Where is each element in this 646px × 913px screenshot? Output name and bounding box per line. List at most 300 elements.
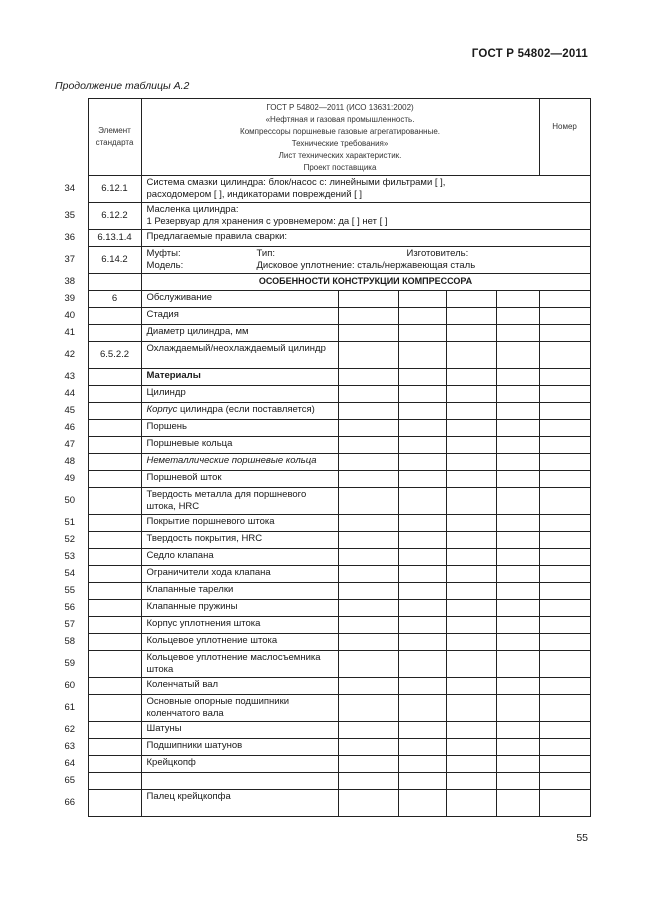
row-label-text: Обслуживание bbox=[146, 292, 213, 303]
row-label-text: Поршень bbox=[146, 421, 187, 432]
value-cell bbox=[446, 515, 496, 532]
value-cell bbox=[398, 403, 446, 420]
value-cell bbox=[398, 515, 446, 532]
value-cell bbox=[338, 790, 398, 817]
value-cell bbox=[539, 386, 590, 403]
table-row bbox=[52, 176, 590, 203]
value-cell bbox=[446, 471, 496, 488]
row-label bbox=[141, 488, 338, 515]
type-label: Тип: bbox=[256, 248, 275, 259]
row-label-text: Охлаждаемый/неохлаждаемый цилиндр bbox=[146, 343, 326, 354]
value-cell bbox=[539, 722, 590, 739]
row-label-text: Твердость покрытия, HRC bbox=[146, 533, 263, 544]
value-cell bbox=[446, 325, 496, 342]
row-number: 39 bbox=[64, 293, 76, 304]
value-cell bbox=[539, 369, 590, 386]
value-cell bbox=[539, 634, 590, 651]
value-cell bbox=[496, 617, 539, 634]
value-cell bbox=[338, 515, 398, 532]
value-cell bbox=[496, 403, 539, 420]
row-label bbox=[141, 420, 338, 437]
value-cell bbox=[539, 291, 590, 308]
table-row bbox=[52, 325, 590, 342]
value-cell bbox=[338, 471, 398, 488]
value-cell bbox=[446, 566, 496, 583]
value-cell bbox=[496, 532, 539, 549]
model-line bbox=[147, 260, 585, 272]
row-label bbox=[141, 634, 338, 651]
row-label-text: Поршневые кольца bbox=[146, 438, 233, 449]
table-row bbox=[52, 695, 590, 722]
value-cell bbox=[496, 454, 539, 471]
element-ref bbox=[88, 739, 141, 756]
row-label bbox=[141, 722, 338, 739]
row-number: 65 bbox=[64, 775, 76, 786]
row-number: 50 bbox=[64, 495, 76, 506]
row-number: 62 bbox=[64, 724, 76, 735]
manufacturer-label: Изготовитель: bbox=[406, 248, 469, 259]
value-cell bbox=[446, 437, 496, 454]
title-line: ГОСТ Р 54802—2011 (ИСО 13631:2002) bbox=[266, 103, 414, 112]
value-cell bbox=[338, 617, 398, 634]
row-label-text: Материалы bbox=[146, 370, 201, 381]
value-cell bbox=[398, 549, 446, 566]
value-cell bbox=[539, 488, 590, 515]
value-cell bbox=[398, 722, 446, 739]
element-ref: 6.12.2 bbox=[88, 203, 141, 230]
row-number: 43 bbox=[64, 371, 76, 382]
row-label bbox=[141, 651, 338, 678]
document-code: ГОСТ Р 54802—2011 bbox=[471, 48, 588, 60]
value-cell bbox=[398, 756, 446, 773]
row-number: 40 bbox=[64, 310, 76, 321]
value-cell bbox=[446, 678, 496, 695]
value-cell bbox=[496, 291, 539, 308]
row-label bbox=[141, 386, 338, 403]
row-label bbox=[141, 549, 338, 566]
value-cell bbox=[446, 420, 496, 437]
value-cell bbox=[398, 790, 446, 817]
value-cell bbox=[446, 454, 496, 471]
element-ref bbox=[88, 566, 141, 583]
element-ref bbox=[88, 695, 141, 722]
value-cell bbox=[398, 600, 446, 617]
value-cell bbox=[338, 488, 398, 515]
row-number: 64 bbox=[64, 758, 76, 769]
table-row bbox=[52, 739, 590, 756]
row-label-text: Диаметр цилиндра, мм bbox=[146, 326, 249, 337]
table-row bbox=[52, 583, 590, 600]
element-ref bbox=[88, 420, 141, 437]
value-cell bbox=[446, 634, 496, 651]
table-row bbox=[52, 722, 590, 739]
value-cell bbox=[338, 437, 398, 454]
model-label: Модель: bbox=[146, 260, 184, 271]
row-label-text: Шатуны bbox=[146, 723, 182, 734]
spec-table bbox=[52, 98, 591, 817]
value-cell bbox=[539, 617, 590, 634]
value-cell bbox=[539, 651, 590, 678]
value-cell bbox=[496, 773, 539, 790]
value-cell bbox=[496, 678, 539, 695]
element-ref bbox=[88, 532, 141, 549]
value-cell bbox=[496, 471, 539, 488]
title-line: Компрессоры поршневые газовые агрегатированные. bbox=[240, 127, 440, 136]
value-cell bbox=[446, 308, 496, 325]
table-row bbox=[52, 634, 590, 651]
value-cell bbox=[338, 722, 398, 739]
value-cell bbox=[539, 739, 590, 756]
row-label bbox=[141, 471, 338, 488]
element-ref bbox=[88, 722, 141, 739]
value-cell bbox=[398, 325, 446, 342]
title-line: «Нефтяная и газовая промышленность. bbox=[265, 115, 415, 124]
element-ref bbox=[88, 471, 141, 488]
value-cell bbox=[338, 583, 398, 600]
element-ref bbox=[88, 678, 141, 695]
value-cell bbox=[398, 291, 446, 308]
value-cell bbox=[446, 773, 496, 790]
value-cell bbox=[338, 369, 398, 386]
row-label bbox=[141, 437, 338, 454]
row-label-text: Кольцевое уплотнение штока bbox=[146, 635, 278, 646]
table-row bbox=[52, 230, 590, 247]
row-number: 46 bbox=[64, 422, 76, 433]
element-ref bbox=[88, 790, 141, 817]
row-number: 47 bbox=[64, 439, 76, 450]
row-number: 59 bbox=[64, 658, 76, 669]
element-ref bbox=[88, 308, 141, 325]
value-cell bbox=[338, 600, 398, 617]
value-cell bbox=[338, 342, 398, 369]
row-number: 66 bbox=[64, 797, 76, 808]
value-cell bbox=[446, 583, 496, 600]
value-cell bbox=[496, 386, 539, 403]
value-cell bbox=[338, 454, 398, 471]
value-cell bbox=[496, 651, 539, 678]
value-cell bbox=[539, 403, 590, 420]
row-label-text: Неметаллические поршневые кольца bbox=[146, 455, 317, 466]
element-ref bbox=[88, 488, 141, 515]
row-number: 42 bbox=[64, 349, 76, 360]
value-cell bbox=[398, 695, 446, 722]
value-cell bbox=[338, 756, 398, 773]
value-cell bbox=[446, 488, 496, 515]
element-ref bbox=[88, 549, 141, 566]
table-row bbox=[52, 437, 590, 454]
row-number: 48 bbox=[64, 456, 76, 467]
row-content bbox=[141, 203, 590, 230]
row-label-text: Клапанные пружины bbox=[146, 601, 238, 612]
row-number: 63 bbox=[64, 741, 76, 752]
table-row bbox=[52, 549, 590, 566]
row-label-italic: Корпус bbox=[146, 404, 178, 415]
row-text-line: Масленка цилиндра: bbox=[146, 204, 239, 215]
row-label-text: Коленчатый вал bbox=[146, 679, 219, 690]
table-row bbox=[52, 454, 590, 471]
value-cell bbox=[398, 454, 446, 471]
element-ref bbox=[88, 600, 141, 617]
table-row bbox=[52, 471, 590, 488]
value-cell bbox=[496, 515, 539, 532]
value-cell bbox=[496, 437, 539, 454]
value-cell bbox=[398, 488, 446, 515]
table-row bbox=[52, 532, 590, 549]
table-row bbox=[52, 566, 590, 583]
element-ref bbox=[88, 515, 141, 532]
disc-seal-label: Дисковое уплотнение: сталь/нержавеющая сталь bbox=[256, 260, 476, 271]
value-cell bbox=[539, 773, 590, 790]
value-cell bbox=[338, 403, 398, 420]
row-label bbox=[141, 291, 338, 308]
row-label-text: Цилиндр bbox=[146, 387, 186, 398]
value-cell bbox=[539, 454, 590, 471]
element-ref bbox=[88, 634, 141, 651]
value-cell bbox=[446, 369, 496, 386]
value-cell bbox=[398, 634, 446, 651]
element-ref: 6.12.1 bbox=[88, 176, 141, 203]
row-number: 52 bbox=[64, 534, 76, 545]
row-label bbox=[141, 515, 338, 532]
element-ref: 6.5.2.2 bbox=[88, 342, 141, 369]
value-cell bbox=[398, 437, 446, 454]
table-row bbox=[52, 386, 590, 403]
row-text-line: расходомером [ ], индикаторами повреждений [ ] bbox=[146, 189, 363, 200]
page-number: 55 bbox=[576, 832, 588, 844]
table-row bbox=[52, 203, 590, 230]
row-label bbox=[141, 325, 338, 342]
title-line: Проект поставщика bbox=[303, 163, 377, 172]
table-row bbox=[52, 274, 590, 291]
element-ref bbox=[88, 386, 141, 403]
element-ref: 6 bbox=[88, 291, 141, 308]
value-cell bbox=[446, 695, 496, 722]
value-cell bbox=[496, 308, 539, 325]
value-cell bbox=[398, 773, 446, 790]
row-content bbox=[141, 176, 590, 203]
row-number: 37 bbox=[64, 254, 76, 265]
value-cell bbox=[446, 651, 496, 678]
element-ref: 6.13.1.4 bbox=[88, 230, 141, 247]
value-cell bbox=[539, 325, 590, 342]
number-column-header: Номер bbox=[539, 99, 590, 176]
table-row bbox=[52, 369, 590, 386]
row-number: 53 bbox=[64, 551, 76, 562]
element-ref bbox=[88, 617, 141, 634]
row-number: 60 bbox=[64, 680, 76, 691]
row-number: 61 bbox=[64, 702, 76, 713]
row-label-text: Основные опорные подшипники коленчатого вала bbox=[146, 696, 290, 719]
coupling-line bbox=[147, 248, 585, 260]
table-row bbox=[52, 515, 590, 532]
row-label bbox=[141, 600, 338, 617]
value-cell bbox=[338, 634, 398, 651]
row-label-text: Поршневой шток bbox=[146, 472, 222, 483]
value-cell bbox=[496, 695, 539, 722]
value-cell bbox=[398, 583, 446, 600]
table-row bbox=[52, 488, 590, 515]
value-cell bbox=[496, 342, 539, 369]
row-number: 49 bbox=[64, 473, 76, 484]
value-cell bbox=[496, 739, 539, 756]
value-cell bbox=[398, 308, 446, 325]
element-ref: 6.14.2 bbox=[88, 247, 141, 274]
value-cell bbox=[446, 722, 496, 739]
value-cell bbox=[496, 600, 539, 617]
section-title-cell bbox=[141, 274, 590, 291]
value-cell bbox=[398, 386, 446, 403]
value-cell bbox=[496, 549, 539, 566]
value-cell bbox=[338, 651, 398, 678]
value-cell bbox=[338, 739, 398, 756]
value-cell bbox=[539, 678, 590, 695]
value-cell bbox=[398, 342, 446, 369]
table-header-row bbox=[52, 99, 590, 176]
row-number: 58 bbox=[64, 636, 76, 647]
row-label-text: Подшипники шатунов bbox=[146, 740, 243, 751]
row-label bbox=[141, 308, 338, 325]
row-label bbox=[141, 583, 338, 600]
row-number: 45 bbox=[64, 405, 76, 416]
value-cell bbox=[398, 739, 446, 756]
value-cell bbox=[338, 308, 398, 325]
row-label-text: Ограничители хода клапана bbox=[146, 567, 271, 578]
row-label-text: Палец крейцкопфа bbox=[146, 791, 231, 802]
value-cell bbox=[338, 678, 398, 695]
row-label bbox=[141, 756, 338, 773]
value-cell bbox=[398, 471, 446, 488]
row-label bbox=[141, 617, 338, 634]
element-ref bbox=[88, 583, 141, 600]
value-cell bbox=[446, 756, 496, 773]
row-label bbox=[141, 739, 338, 756]
element-ref bbox=[88, 274, 141, 291]
table-row bbox=[52, 790, 590, 817]
row-label bbox=[141, 403, 338, 420]
value-cell bbox=[338, 291, 398, 308]
table-row bbox=[52, 600, 590, 617]
row-label bbox=[141, 695, 338, 722]
value-cell bbox=[496, 566, 539, 583]
value-cell bbox=[338, 549, 398, 566]
row-label bbox=[141, 342, 338, 369]
value-cell bbox=[539, 583, 590, 600]
table-row bbox=[52, 678, 590, 695]
table-continuation-caption: Продолжение таблицы А.2 bbox=[55, 80, 190, 92]
value-cell bbox=[496, 634, 539, 651]
row-label-text: цилиндра (если поставляется) bbox=[177, 404, 315, 415]
row-number: 34 bbox=[64, 183, 76, 194]
table-row bbox=[52, 308, 590, 325]
value-cell bbox=[446, 549, 496, 566]
value-cell bbox=[539, 549, 590, 566]
value-cell bbox=[446, 403, 496, 420]
value-cell bbox=[398, 617, 446, 634]
row-label bbox=[141, 790, 338, 817]
row-label bbox=[141, 369, 338, 386]
value-cell bbox=[398, 420, 446, 437]
row-label bbox=[141, 532, 338, 549]
value-cell bbox=[446, 342, 496, 369]
element-ref bbox=[88, 756, 141, 773]
value-cell bbox=[446, 790, 496, 817]
row-label bbox=[141, 773, 338, 790]
table-row bbox=[52, 403, 590, 420]
value-cell bbox=[539, 342, 590, 369]
value-cell bbox=[338, 773, 398, 790]
title-line: Технические требования» bbox=[291, 139, 389, 148]
value-cell bbox=[539, 515, 590, 532]
value-cell bbox=[539, 695, 590, 722]
element-ref bbox=[88, 454, 141, 471]
value-cell bbox=[539, 471, 590, 488]
value-cell bbox=[539, 532, 590, 549]
row-text-line: 1 Резервуар для хранения с уровнемером: да [ ] нет [ ] bbox=[146, 216, 388, 227]
value-cell bbox=[539, 437, 590, 454]
row-number: 41 bbox=[64, 327, 76, 338]
table-row bbox=[52, 420, 590, 437]
element-ref bbox=[88, 437, 141, 454]
value-cell bbox=[338, 566, 398, 583]
row-number: 36 bbox=[64, 232, 76, 243]
element-ref bbox=[88, 773, 141, 790]
row-label-text: Покрытие поршневого штока bbox=[146, 516, 275, 527]
value-cell bbox=[446, 532, 496, 549]
value-cell bbox=[446, 739, 496, 756]
value-cell bbox=[398, 678, 446, 695]
element-column-header: Элемент стандарта bbox=[88, 99, 141, 176]
row-number: 57 bbox=[64, 619, 76, 630]
table-title-cell bbox=[141, 99, 539, 176]
value-cell bbox=[496, 325, 539, 342]
element-ref bbox=[88, 325, 141, 342]
row-label-text: Клапанные тарелки bbox=[146, 584, 234, 595]
value-cell bbox=[496, 369, 539, 386]
row-text-line: Система смазки цилиндра: блок/насос с: линейными фильтрами [ ], bbox=[146, 177, 446, 188]
row-label-text: Твердость металла для поршневого штока, HRC bbox=[146, 489, 307, 512]
value-cell bbox=[539, 566, 590, 583]
value-cell bbox=[398, 532, 446, 549]
value-cell bbox=[338, 386, 398, 403]
value-cell bbox=[398, 566, 446, 583]
value-cell bbox=[539, 756, 590, 773]
row-number: 55 bbox=[64, 585, 76, 596]
row-label bbox=[141, 566, 338, 583]
value-cell bbox=[539, 790, 590, 817]
row-label-text: Крейцкопф bbox=[146, 757, 196, 768]
value-cell bbox=[496, 488, 539, 515]
table-row bbox=[52, 756, 590, 773]
value-cell bbox=[398, 369, 446, 386]
title-line: Лист технических характеристик. bbox=[278, 151, 402, 160]
table-row bbox=[52, 291, 590, 308]
table-row bbox=[52, 773, 590, 790]
section-title: ОСОБЕННОСТИ КОНСТРУКЦИИ КОМПРЕССОРА bbox=[258, 276, 473, 286]
table-row bbox=[52, 651, 590, 678]
row-content bbox=[141, 247, 590, 274]
row-number: 44 bbox=[64, 388, 76, 399]
row-text-line: Предлагаемые правила сварки: bbox=[146, 231, 288, 242]
value-cell bbox=[338, 420, 398, 437]
row-content bbox=[141, 230, 590, 247]
element-ref bbox=[88, 403, 141, 420]
value-cell bbox=[338, 325, 398, 342]
row-number: 51 bbox=[64, 517, 76, 528]
row-label-text: Корпус уплотнения штока bbox=[146, 618, 261, 629]
coupling-label: Муфты: bbox=[146, 248, 181, 259]
value-cell bbox=[539, 420, 590, 437]
value-cell bbox=[496, 583, 539, 600]
